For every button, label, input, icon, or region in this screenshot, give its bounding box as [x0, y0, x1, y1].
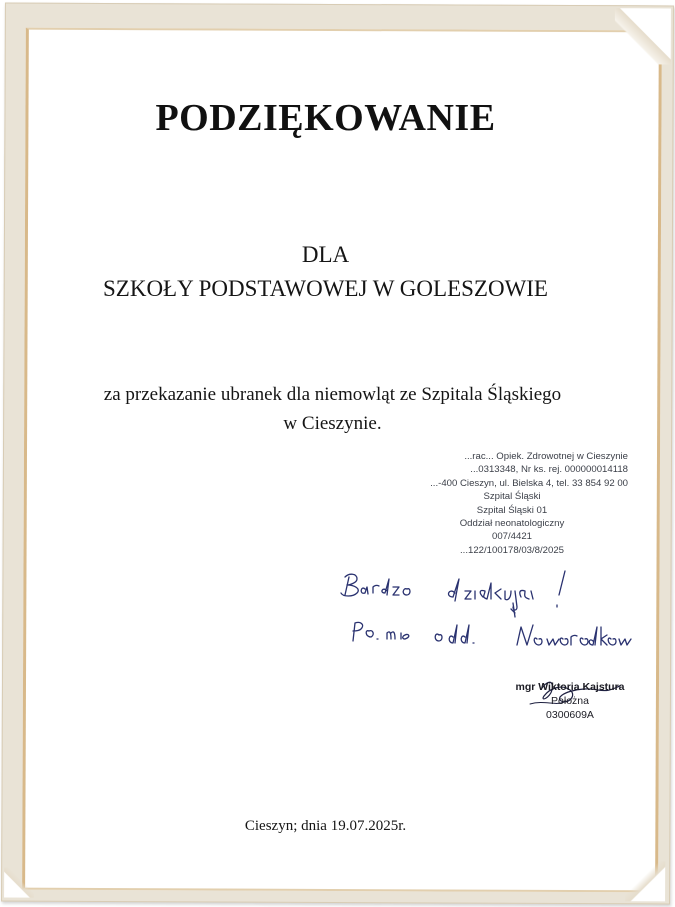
stamp-line: ...0313348, Nr ks. rej. 000000014118 — [470, 464, 628, 476]
stamp-line: ...rac... Opiek. Zdrowotnej w Cieszynie — [464, 451, 628, 462]
stamp-line: Szpital Śląski 01 — [476, 504, 548, 516]
page-curl-top-right — [615, 8, 671, 64]
hospital-stamp — [392, 450, 632, 557]
page-curl-bottom-left — [4, 868, 34, 898]
document-title: PODZIĘKOWANIE — [155, 97, 496, 139]
reason-line-2: w Cieszynie. — [283, 413, 382, 434]
stamp-line: 007/4421 — [491, 531, 532, 543]
stamp-line: ...122/100178/03/8/2025 — [459, 544, 565, 556]
document-date: Cieszyn; dnia 19.07.2025r. — [244, 818, 407, 834]
page-curl-bottom-right — [625, 861, 665, 901]
handwritten-note — [335, 565, 645, 655]
signer-name: mgr Wiktoria Kajstura — [515, 681, 625, 693]
signer-code: 0300609A — [546, 709, 594, 721]
stamp-line: Oddział neonatologiczny — [459, 518, 565, 530]
reason-line-1: za przekazanie ubranek dla niemowląt ze Szpitala Śląskiego — [103, 384, 562, 405]
signature-stamp — [505, 680, 635, 722]
stamp-line: ...-400 Cieszyn, ul. Bielska 4, tel. 33 854 92 00 — [430, 477, 628, 489]
recipient-line-1: DLA — [301, 242, 350, 267]
recipient-line-2: SZKOŁY PODSTAWOWEJ W GOLESZOWIE — [103, 276, 548, 301]
stamp-line: Szpital Śląski — [483, 491, 541, 503]
signer-role: Położna — [551, 695, 589, 707]
